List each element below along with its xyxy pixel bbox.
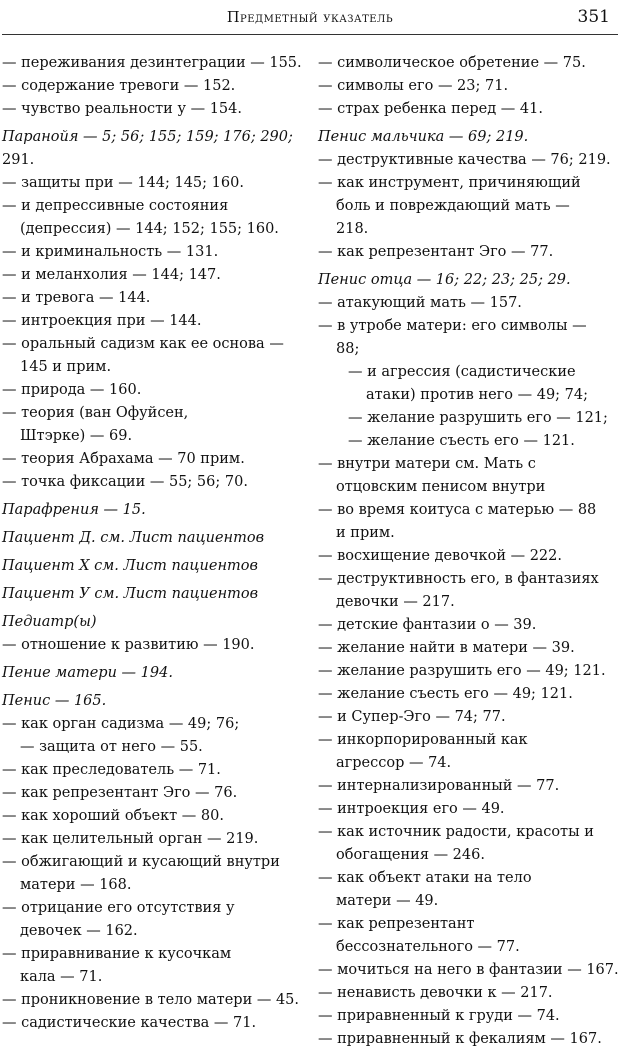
index-entry-continuation: 88; bbox=[336, 341, 360, 357]
index-subentry: — страх ребенка перед — 41. bbox=[318, 101, 543, 117]
index-subentry: — во время коитуса с матерью — 88 bbox=[318, 502, 597, 518]
index-column-right bbox=[318, 52, 618, 1051]
index-subentry: — ненависть девочки к — 217. bbox=[318, 985, 553, 1001]
index-entry-continuation: 218. bbox=[336, 221, 369, 237]
index-subentry: — проникновение в тело матери — 45. bbox=[2, 992, 300, 1008]
index-subentry: — обжигающий и кусающий внутри bbox=[2, 854, 280, 870]
index-main-entry: Пенис — 165. bbox=[2, 693, 107, 709]
index-subentry: — как преследователь — 71. bbox=[2, 762, 221, 778]
index-subentry: — природа — 160. bbox=[2, 382, 142, 398]
index-subentry: — внутри матери см. Мать с bbox=[318, 456, 536, 472]
index-main-entry: Пациент У см. Лист пациентов bbox=[2, 586, 259, 602]
index-subentry: — желание съесть его — 121. bbox=[348, 433, 575, 449]
index-subentry: — отношение к развитию — 190. bbox=[2, 637, 255, 653]
index-subentry: — как репрезентант Эго — 77. bbox=[318, 244, 554, 260]
index-entry-continuation: агрессор — 74. bbox=[336, 755, 452, 771]
index-subentry: — приравненный к фекалиям — 167. bbox=[318, 1031, 602, 1047]
index-subentry: — интроекция при — 144. bbox=[2, 313, 202, 329]
index-main-entry: Пенис отца — 16; 22; 23; 25; 29. bbox=[318, 272, 571, 288]
index-subentry: — приравнивание к кусочкам bbox=[2, 946, 232, 962]
index-subentry: — детские фантазии о — 39. bbox=[318, 617, 537, 633]
index-entry-continuation: девочки — 217. bbox=[336, 594, 455, 610]
index-subentry: — отрицание его отсутствия у bbox=[2, 900, 235, 916]
index-subentry: — и депрессивные состояния bbox=[2, 198, 229, 214]
index-subentry: — и Супер-Эго — 74; 77. bbox=[318, 709, 506, 725]
index-subentry: — переживания дезинтеграции — 155. bbox=[2, 55, 302, 71]
index-subentry: — защита от него — 55. bbox=[20, 739, 203, 755]
index-subentry: — теория (ван Офуйсен, bbox=[2, 405, 189, 421]
index-subentry: — и тревога — 144. bbox=[2, 290, 151, 306]
index-main-entry: Пение матери — 194. bbox=[2, 665, 173, 681]
index-entry-continuation: матери — 168. bbox=[20, 877, 132, 893]
index-subentry: — чувство реальности у — 154. bbox=[2, 101, 242, 117]
header-rule bbox=[2, 34, 618, 35]
index-subentry: — оральный садизм как ее основа — bbox=[2, 336, 284, 352]
index-entry-continuation: матери — 49. bbox=[336, 893, 439, 909]
index-subentry: — атакующий мать — 157. bbox=[318, 295, 522, 311]
index-entry-continuation: девочек — 162. bbox=[20, 923, 138, 939]
index-subentry: — точка фиксации — 55; 56; 70. bbox=[2, 474, 248, 490]
index-main-entry: Педиатр(ы) bbox=[2, 614, 97, 630]
index-entry-continuation: 291. bbox=[2, 152, 35, 168]
index-subentry: — как хороший объект — 80. bbox=[2, 808, 224, 824]
index-subentry: — символическое обретение — 75. bbox=[318, 55, 586, 71]
index-subentry: — в утробе матери: его символы — bbox=[318, 318, 587, 334]
index-entry-continuation: (депрессия) — 144; 152; 155; 160. bbox=[20, 221, 279, 237]
index-subentry: — желание разрушить его — 49; 121. bbox=[318, 663, 606, 679]
index-main-entry: Пациент Д. см. Лист пациентов bbox=[2, 530, 265, 546]
index-subentry: — как репрезентант bbox=[318, 916, 475, 932]
index-subentry: — и агрессия (садистические bbox=[348, 364, 576, 380]
index-subentry: — деструктивность его, в фантазиях bbox=[318, 571, 599, 587]
index-subentry: — приравненный к груди — 74. bbox=[318, 1008, 560, 1024]
index-subentry: — садистические качества — 71. bbox=[2, 1015, 257, 1031]
index-subentry: — желание съесть его — 49; 121. bbox=[318, 686, 573, 702]
index-subentry: — теория Абрахама — 70 прим. bbox=[2, 451, 245, 467]
index-subentry: — мочиться на него в фантазии — 167. bbox=[318, 962, 619, 978]
index-entry-continuation: атаки) против него — 49; 74; bbox=[366, 387, 589, 403]
index-subentry: — восхищение девочкой — 222. bbox=[318, 548, 562, 564]
index-subentry: — содержание тревоги — 152. bbox=[2, 78, 236, 94]
index-entry-continuation: 145 и прим. bbox=[20, 359, 112, 375]
index-entry-continuation: отцовским пенисом внутри bbox=[336, 479, 546, 495]
index-entry-continuation: Штэрке) — 69. bbox=[20, 428, 133, 444]
index-subentry: — желание разрушить его — 121; bbox=[348, 410, 608, 426]
index-entry-continuation: бессознательного — 77. bbox=[336, 939, 520, 955]
index-subentry: — желание найти в матери — 39. bbox=[318, 640, 575, 656]
index-subentry: — деструктивные качества — 76; 219. bbox=[318, 152, 611, 168]
index-subentry: — как орган садизма — 49; 76; bbox=[2, 716, 240, 732]
index-subentry: — инкорпорированный как bbox=[318, 732, 528, 748]
index-subentry: — защиты при — 144; 145; 160. bbox=[2, 175, 244, 191]
index-subentry: — как объект атаки на тело bbox=[318, 870, 532, 886]
index-subentry: — как репрезентант Эго — 76. bbox=[2, 785, 238, 801]
index-subentry: — как инструмент, причиняющий bbox=[318, 175, 581, 191]
index-entry-continuation: и прим. bbox=[336, 525, 395, 541]
index-entry-continuation: боль и повреждающий мать — bbox=[336, 198, 570, 214]
index-subentry: — интернализированный — 77. bbox=[318, 778, 560, 794]
index-entry-continuation: обогащения — 246. bbox=[336, 847, 485, 863]
index-subentry: — символы его — 23; 71. bbox=[318, 78, 509, 94]
index-subentry: — и криминальность — 131. bbox=[2, 244, 219, 260]
index-subentry: — как целительный орган — 219. bbox=[2, 831, 259, 847]
index-subentry: — как источник радости, красоты и bbox=[318, 824, 594, 840]
index-main-entry: Парафрения — 15. bbox=[2, 502, 146, 518]
index-column-left bbox=[2, 52, 308, 1035]
index-subentry: — и меланхолия — 144; 147. bbox=[2, 267, 221, 283]
page-number: 351 bbox=[577, 7, 610, 27]
index-main-entry: Пенис мальчика — 69; 219. bbox=[318, 129, 529, 145]
running-header-title: Предметный указатель bbox=[226, 10, 394, 26]
index-main-entry: Паранойя — 5; 56; 155; 159; 176; 290; bbox=[2, 129, 293, 145]
index-entry-continuation: кала — 71. bbox=[20, 969, 103, 985]
index-main-entry: Пациент Х см. Лист пациентов bbox=[2, 558, 258, 574]
index-subentry: — интроекция его — 49. bbox=[318, 801, 505, 817]
